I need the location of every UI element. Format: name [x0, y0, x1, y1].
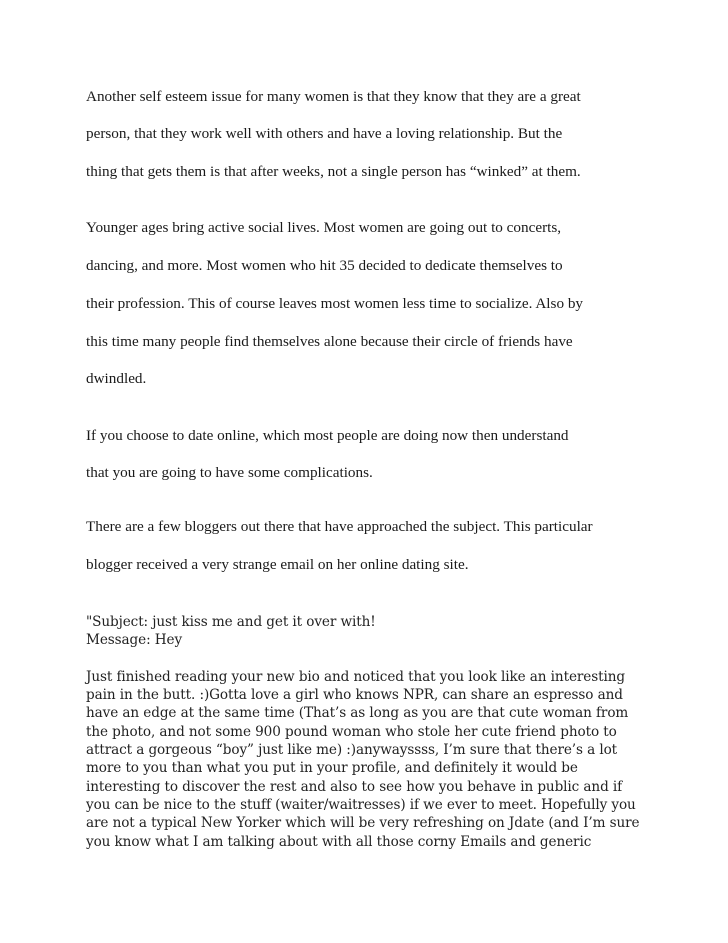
quote-body-line: attract a gorgeous “boy” just like me) :)anywayssss, I’m sure that there’s a lot [86, 742, 618, 759]
paragraph-2-line-1: Younger ages bring active social lives. Most women are going out to concerts, [86, 219, 562, 236]
quote-body-line: Just finished reading your new bio and noticed that you look like an interesting [86, 668, 625, 685]
quote-body-line: pain in the butt. :)Gotta love a girl who knows NPR, can share an espresso and [86, 687, 623, 704]
quoted-email [86, 613, 686, 851]
quote-body-line: you know what I am talking about with all those corny Emails and generic [86, 833, 592, 850]
paragraph-4-line-1: There are a few bloggers out there that have approached the subject. This particular [86, 518, 593, 535]
quote-body-line: are not a typical New Yorker which will be very refreshing on Jdate (and I’m sure [86, 815, 640, 832]
quote-body-line: interesting to discover the rest and also to see how you behave in public and if [86, 778, 623, 795]
paragraph-3-line-2: that you are going to have some complications. [86, 464, 373, 481]
quote-spacer [86, 650, 686, 668]
paragraph-2-line-4: this time many people find themselves alone because their circle of friends have [86, 333, 573, 350]
quote-body-line: have an edge at the same time (That’s as long as you are that cute woman from [86, 705, 629, 722]
paragraph-2-line-5: dwindled. [86, 370, 147, 387]
quote-message-line: Message: Hey [86, 632, 183, 649]
quote-body-line: you can be nice to the stuff (waiter/waitresses) if we ever to meet. Hopefully you [86, 796, 636, 813]
paragraph-1-line-2: person, that they work well with others and have a loving relationship. But the [86, 125, 563, 142]
quote-body-line: more to you than what you put in your profile, and definitely it would be [86, 760, 578, 777]
quote-body-line: the photo, and not some 900 pound woman who stole her cute friend photo to [86, 723, 617, 740]
paragraph-1-line-3: thing that gets them is that after weeks, not a single person has “winked” at them. [86, 163, 581, 180]
paragraph-2-line-2: dancing, and more. Most women who hit 35 decided to dedicate themselves to [86, 257, 563, 274]
quote-subject-line: "Subject: just kiss me and get it over with! [86, 614, 376, 630]
paragraph-3-line-1: If you choose to date online, which most people are doing now then understand [86, 427, 569, 444]
paragraph-1-line-1: Another self esteem issue for many women is that they know that they are a great [86, 88, 581, 105]
paragraph-4-line-2: blogger received a very strange email on her online dating site. [86, 556, 469, 573]
paragraph-2-line-3: their profession. This of course leaves most women less time to socialize. Also by [86, 295, 584, 312]
